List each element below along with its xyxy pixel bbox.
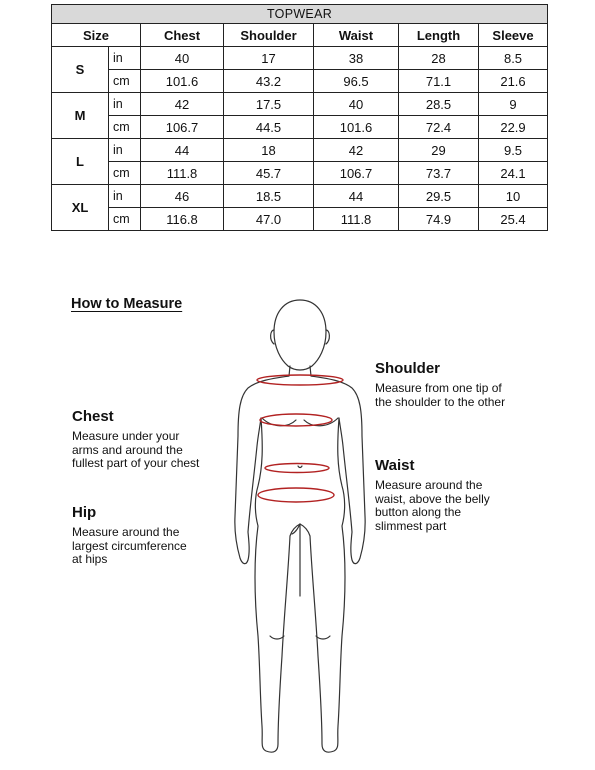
table-row	[52, 116, 548, 139]
table-cell: 18.5	[224, 185, 314, 208]
table-row	[52, 162, 548, 185]
table-cell: 43.2	[224, 70, 314, 93]
unit-label: in	[109, 185, 141, 208]
table-cell: 111.8	[141, 162, 224, 185]
unit-label: cm	[109, 116, 141, 139]
table-cell: 42	[141, 93, 224, 116]
table-cell: 29.5	[399, 185, 479, 208]
figure-right-outline	[300, 376, 365, 752]
table-cell: 106.7	[141, 116, 224, 139]
size-label: XL	[52, 185, 109, 231]
table-cell: 28	[399, 47, 479, 70]
table-cell: 74.9	[399, 208, 479, 231]
table-title: TOPWEAR	[52, 5, 548, 24]
table-cell: 47.0	[224, 208, 314, 231]
table-row	[52, 185, 548, 208]
table-cell: 17.5	[224, 93, 314, 116]
table-cell: 42	[314, 139, 399, 162]
table-cell: 44	[314, 185, 399, 208]
size-label: L	[52, 139, 109, 185]
table-cell: 22.9	[479, 116, 548, 139]
table-cell: 21.6	[479, 70, 548, 93]
table-cell: 44	[141, 139, 224, 162]
table-cell: 44.5	[224, 116, 314, 139]
unit-label: cm	[109, 70, 141, 93]
figure-head	[274, 300, 326, 370]
shoulder-instructions	[375, 360, 545, 409]
shoulder-heading: Shoulder	[375, 360, 441, 377]
table-cell: 9	[479, 93, 548, 116]
shoulder-text: Measure from one tip of the shoulder to the other	[375, 381, 506, 409]
waist-text: Measure around the waist, above the belly button along the slimmest part	[375, 478, 490, 533]
table-cell: 25.4	[479, 208, 548, 231]
unit-label: in	[109, 47, 141, 70]
chest-text: Measure under your arms and around the fullest part of your chest	[72, 429, 200, 470]
hip-measure-loop	[258, 488, 334, 502]
how-to-measure-title: How to Measure	[71, 296, 183, 312]
table-cell: 96.5	[314, 70, 399, 93]
table-cell: 38	[314, 47, 399, 70]
table-cell: 8.5	[479, 47, 548, 70]
header-shoulder: Shoulder	[224, 24, 314, 47]
table-cell: 106.7	[314, 162, 399, 185]
unit-label: cm	[109, 208, 141, 231]
header-waist: Waist	[314, 24, 399, 47]
header-chest: Chest	[141, 24, 224, 47]
table-cell: 73.7	[399, 162, 479, 185]
body-figure-illustration	[200, 296, 400, 761]
unit-label: in	[109, 139, 141, 162]
size-chart-table	[51, 4, 548, 231]
table-cell: 24.1	[479, 162, 548, 185]
table-cell: 29	[399, 139, 479, 162]
header-size: Size	[52, 24, 141, 47]
waist-heading: Waist	[375, 457, 415, 474]
table-row	[52, 47, 548, 70]
table-row	[52, 139, 548, 162]
table-cell: 9.5	[479, 139, 548, 162]
table-row	[52, 93, 548, 116]
table-row	[52, 70, 548, 93]
header-length: Length	[399, 24, 479, 47]
table-cell: 18	[224, 139, 314, 162]
unit-label: cm	[109, 162, 141, 185]
unit-label: in	[109, 93, 141, 116]
table-cell: 17	[224, 47, 314, 70]
waist-measure-loop	[265, 464, 329, 473]
waist-instructions	[375, 457, 545, 533]
table-cell: 40	[314, 93, 399, 116]
table-cell: 28.5	[399, 93, 479, 116]
table-cell: 111.8	[314, 208, 399, 231]
table-cell: 101.6	[141, 70, 224, 93]
table-cell: 116.8	[141, 208, 224, 231]
table-cell: 40	[141, 47, 224, 70]
table-cell: 10	[479, 185, 548, 208]
table-header-row	[52, 24, 548, 47]
table-cell: 45.7	[224, 162, 314, 185]
shoulder-measure-loop	[257, 375, 343, 385]
size-label: M	[52, 93, 109, 139]
table-cell: 71.1	[399, 70, 479, 93]
table-cell: 46	[141, 185, 224, 208]
table-cell: 72.4	[399, 116, 479, 139]
table-cell: 101.6	[314, 116, 399, 139]
hip-text: Measure around the largest circumference at hips	[72, 525, 187, 566]
size-label: S	[52, 47, 109, 93]
header-sleeve: Sleeve	[479, 24, 548, 47]
figure-left-outline	[235, 376, 300, 752]
chest-heading: Chest	[72, 408, 114, 425]
table-row	[52, 208, 548, 231]
hip-heading: Hip	[72, 504, 97, 521]
